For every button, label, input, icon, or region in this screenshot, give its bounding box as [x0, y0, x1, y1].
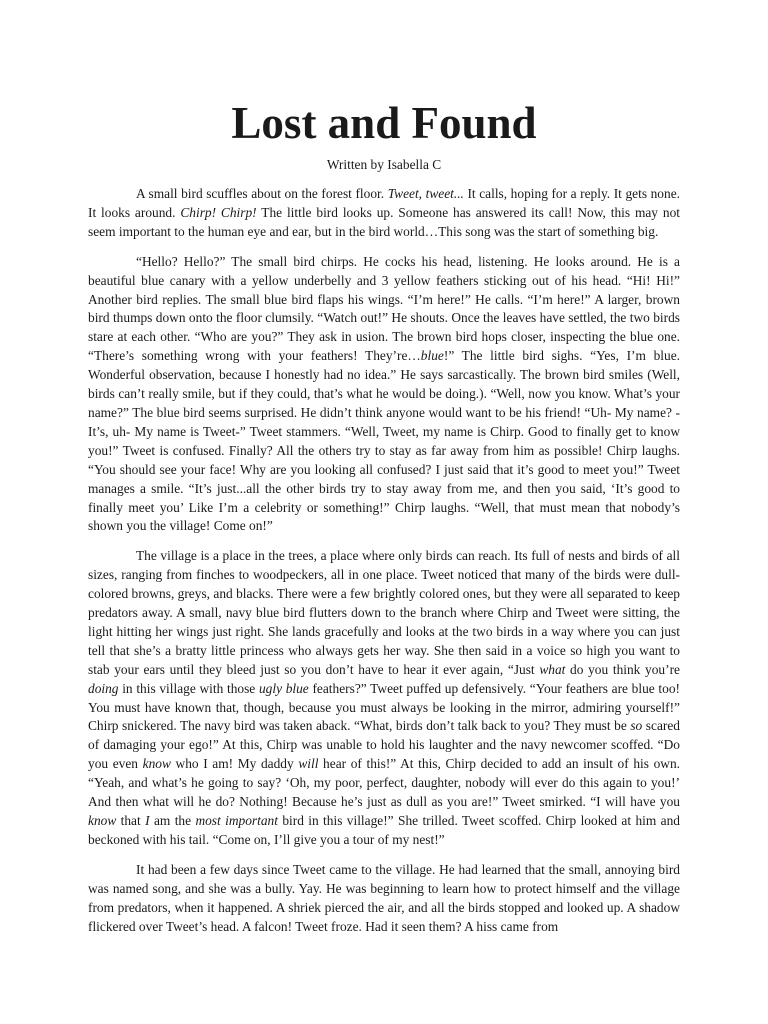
text-run-italic: ugly blue	[258, 680, 309, 696]
paragraph-3	[88, 547, 680, 850]
text-run: A small bird scuffles about on the forest floor.	[136, 186, 388, 201]
text-run-italic: know	[142, 756, 171, 772]
paragraph-4	[88, 861, 680, 937]
text-run: who I am! My daddy	[170, 756, 299, 772]
text-run-italic: blue	[420, 348, 444, 364]
document-byline: Written by Isabella C	[326, 157, 442, 172]
text-run: The little bird looks up. Someone has answered its call! Now, this may not seem important to the human eye and ear, but in the bird world…This song was the start of something big.	[88, 204, 680, 239]
document-title: Lost and Found	[231, 98, 537, 148]
text-run: It had been a few days since Tweet came to the village. He had learned that the small, annoying bird was named song, and she was a bully. Yay. He was beginning to learn how to protect himself and the village from predators, when it happened. A shriek pierced the air, and all the birds stopped and looked up. A shadow flickered over Tweet’s head. A falcon! Tweet froze. Had it seen them? A hiss came from	[88, 861, 680, 934]
paragraph-1	[88, 185, 680, 242]
text-run: scared of damaging your ego!” At this, Chirp was unable to hold his laughter and the navy newcomer scoffed. “Do you even	[88, 718, 680, 772]
text-run: do you think you’re	[565, 661, 680, 677]
text-run-italic: doing	[88, 680, 119, 696]
text-run: It calls, hoping for a reply. It gets none. It looks around.	[88, 186, 680, 220]
text-run-italic: Tweet, tweet...	[387, 186, 464, 201]
paragraph-2	[88, 253, 680, 537]
text-run: !” The little bird sighs. “Yes, I’m blue. Wonderful observation, because I honestly had no idea.” He says sarcastically. The brown bird smiles (Well, birds can’t really smile, but if they could, that’s what he would be doing.). “Well, now you know. What’s your name?” The blue bird seems surprised. He didn’t think anyone would want to be his friend! “Uh- My name? - It’s, uh- My name is Tweet-” Tweet stammers. “Well, Tweet, my name is Chirp. Good to finally get to know you!” Tweet is confused. Finally? All the others try to stay as far away from him as possible! Chirp laughs. “You should see your face! Why are you looking all confused? I just said that it’s good to meet you!” Tweet manages a smile. “It’s just...all the other birds try to stay away from me, and then you said, ‘It’s good to finally meet you’ Like I’m a celebrity or something!” Chirp laughs. “Well, that must mean that nobody’s shown you the village! Come on!”	[88, 348, 680, 534]
text-run: that	[116, 813, 146, 828]
text-run-italic: will	[298, 756, 319, 772]
text-run-italic: know	[88, 813, 117, 828]
text-run: “Hello? Hello?” The small bird chirps. He cocks his head, listening. He looks around. He is a beautiful blue canary with a yellow underbelly and 3 yellow feathers sticking out of his head. “Hi! Hi!” Another bird replies. The small blue bird flaps his wings. “I’m here!” He calls. “I’m here!” A larger, brown bird thumps down onto the floor clumsily. “Watch out!” He shouts. Once the leaves have settled, the two birds stare at each other. “Who are you?” They ask in usion. The brown bird hops closer, inspecting the blue one. “There’s something wrong with your feathers! They’re…	[88, 253, 680, 364]
text-run-italic: most important	[195, 813, 278, 828]
text-run: bird in this village!” She trilled. Tweet scoffed. Chirp looked at him and beckoned with his tail. “Come on, I’ll give you a tour of my nest!”	[88, 813, 680, 847]
text-run: in this village with those	[118, 680, 259, 696]
text-run-italic: I	[145, 813, 150, 828]
text-run: The village is a place in the trees, a place where only birds can reach. Its full of nests and birds of all sizes, ranging from finches to woodpeckers, all in one place. Tweet noticed that many of the birds were dull-colored browns, greys, and blacks. There were a few brightly colored ones, but they were all separated to keep predators away. A small, navy blue bird flutters down to the branch where Chirp and Tweet were sitting, the light hitting her wings just right. She lands gracefully and looks at the two birds in a way where you can just tell that she’s a bratty little princess who always gets her way. She then said in a voice so high you want to stab your ears until they bleed just so you don’t have to hear it ever again, “Just	[88, 548, 680, 677]
text-run-italic: Chirp! Chirp!	[180, 204, 257, 220]
text-run: am the	[149, 813, 196, 828]
text-run: feathers?” Tweet puffed up defensively. “Your feathers are blue too! You must have known that, though, because you must always be looking in the mirror, admiring yourself!” Chirp snickered. The navy bird was taken aback. “What, birds don’t talk back to you? They must be	[88, 680, 680, 734]
text-run-italic: so	[630, 718, 643, 734]
text-run: hear of this!” At this, Chirp decided to add an insult of his own. “Yeah, and what’s he going to say? ‘Oh, my poor, perfect, daughter, nobody will ever do this again to you!’ And then what will he do? Nothing! Because he’s just as dull as you are!” Tweet smirked. “I will have you	[88, 756, 680, 810]
text-run-italic: what	[539, 661, 566, 677]
